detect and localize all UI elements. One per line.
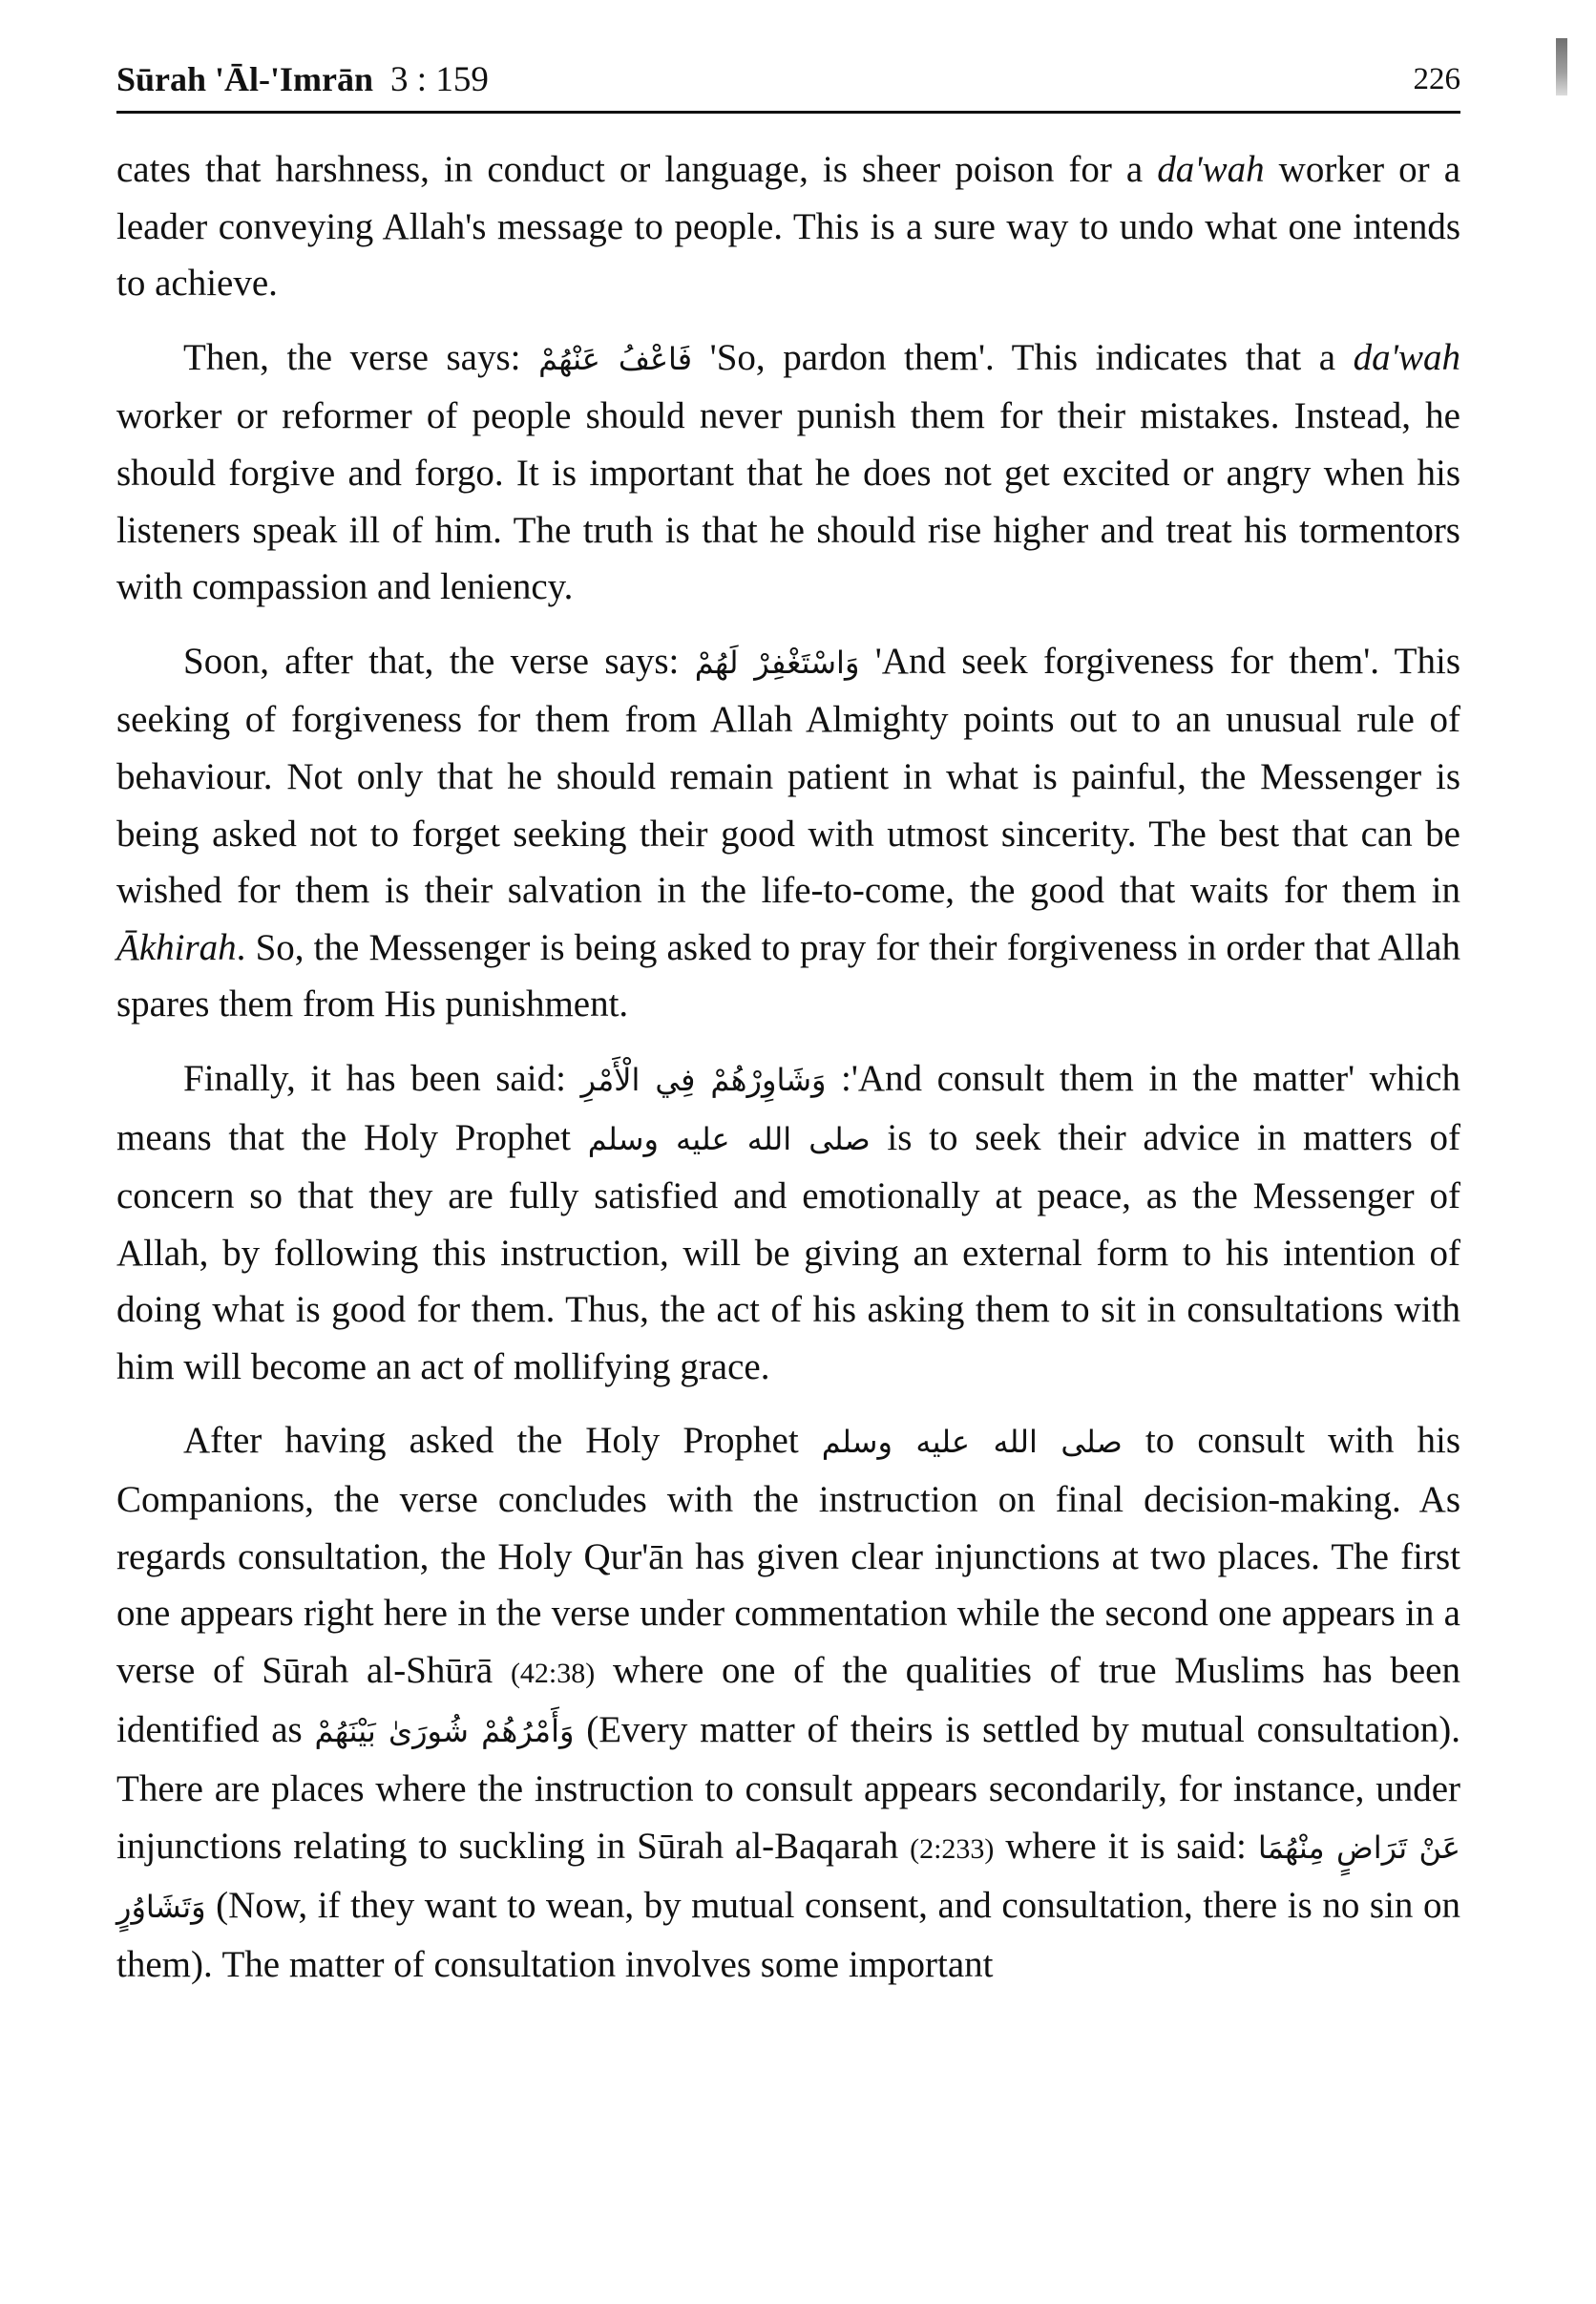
arabic-quote: وَشَاوِرْهُمْ فِي الْأَمْرِ [580, 1061, 827, 1098]
text-run: After having asked the Holy Prophet [183, 1420, 822, 1462]
surah-title: Sūrah 'Āl-'Imrān [116, 60, 374, 98]
arabic-quote: وَأَمْرُهُمْ شُورَىٰ بَيْنَهُمْ [314, 1713, 575, 1750]
text-run: where it is said: [994, 1825, 1258, 1867]
paragraph-3 [116, 633, 1460, 1033]
text-run: 'So, pardon them'. This indicates that a [692, 336, 1354, 378]
text-run: is to seek their advice in matters of concern so that they are fully satisfied and emotionally at peace, as the Messenger of Allah, by following this instruction, will be giving an external form to his intention of doing what is good for them. Thus, the act of his asking them to sit in consultations with him will become an act of mollifying grace. [116, 1116, 1460, 1387]
italic-term: da'wah [1157, 149, 1265, 190]
text-run: (Every matter of theirs is settled by mutual consultation). There are places where the instruction to consult appears secondarily, for instance, under injunctions relating to suckling in Sūrah al-Baqarah [116, 1709, 1461, 1867]
text-run: :'And consult them in the matter' which means that the Holy Prophet [116, 1057, 1460, 1158]
paragraph-5 [116, 1412, 1460, 1993]
text-run: worker or a leader conveying Allah's message to people. This is a sure way to undo what one intends to achieve. [116, 149, 1461, 305]
text-run: . So, the Messenger is being asked to pray for their forgiveness in order that Allah spares them from His punishment. [116, 926, 1460, 1025]
arabic-salutation: صلى الله عليه وسلم [821, 1424, 1123, 1461]
verse-citation: (42:38) [510, 1657, 596, 1689]
text-run: where one of the qualities of true Muslims has been identified as [116, 1649, 1460, 1751]
text-run: cates that harshness, in conduct or language, is sheer poison for a [116, 149, 1158, 190]
header-title-group [116, 55, 489, 104]
paragraph-4 [116, 1050, 1460, 1396]
arabic-quote: فَاعْفُ عَنْهُمْ [538, 340, 693, 377]
text-run: Finally, it has been said: [183, 1057, 581, 1099]
running-header [116, 55, 1460, 103]
arabic-quote: وَاسْتَغْفِرْ لَهُمْ [694, 644, 860, 681]
arabic-salutation: صلى الله عليه وسلم [587, 1120, 871, 1157]
arabic-quote: عَنْ تَرَاضٍ مِنْهُمَا وَتَشَاوُرٍ [116, 1828, 1461, 1926]
text-run: Soon, after that, the verse says: [183, 640, 695, 682]
verse-reference: 3 : 159 [390, 60, 489, 99]
body-text [116, 141, 1460, 2010]
paragraph-2 [116, 329, 1460, 616]
text-run: to consult with his Companions, the verse concludes with the instruction on final decision-making. As regards consultation, the Holy Qur'ān has given clear injunctions at two places. The first one appears right here in the verse under commentation while the second one appears in a verse of Sūrah al-Shūrā [116, 1420, 1461, 1691]
text-run: (Now, if they want to wean, by mutual consent, and consultation, there is no sin on them). The matter of consultation involves some important [116, 1885, 1460, 1985]
page-number: 226 [1413, 62, 1460, 96]
verse-citation: (2:233) [910, 1832, 995, 1865]
text-run: worker or reformer of people should never punish them for their mistakes. Instead, he should forgive and forgo. It is important that he does not get excited or angry when his listeners speak ill of him. The truth is that he should rise higher and treat his tormentors with compassion and leniency. [116, 395, 1460, 608]
text-run: Then, the verse says: [183, 336, 539, 378]
italic-term: Ākhirah [116, 926, 237, 968]
page-edge-mark [1556, 38, 1567, 95]
text-run: 'And seek forgiveness for them'. This seeking of forgiveness for them from Allah Almighty points out to an unusual rule of behaviour. Not only that he should remain patient in what is painful, the Messenger is being asked not to forget seeking their good with utmost sincerity. The best that can be wished for them is their salvation in the life-to-come, the good that waits for them in [116, 640, 1461, 912]
italic-term: da'wah [1353, 336, 1460, 378]
header-divider [116, 111, 1460, 114]
paragraph-1 [116, 141, 1460, 312]
